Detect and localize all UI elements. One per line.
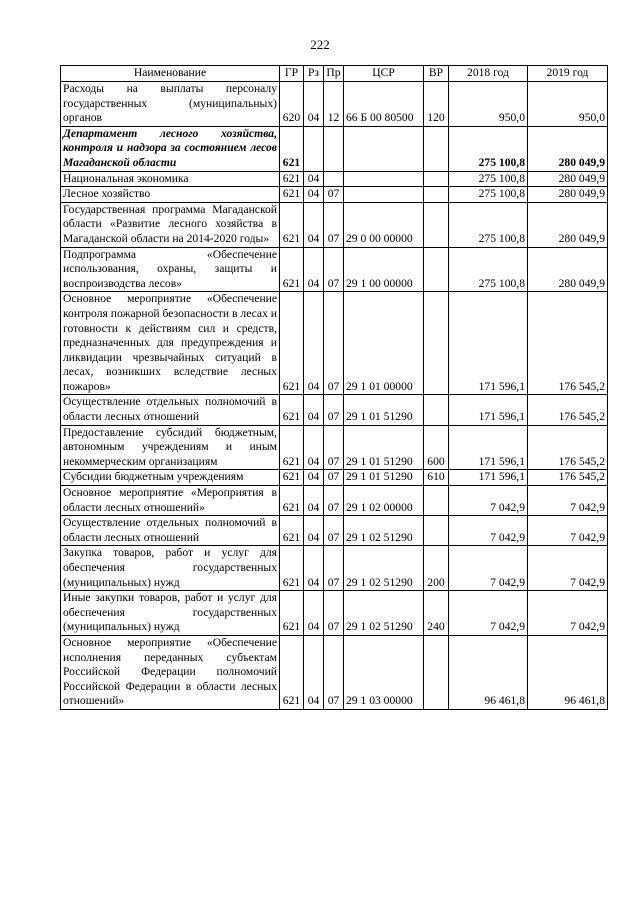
row-rz-cell: [304, 126, 324, 171]
row-vr-cell: 200: [424, 546, 449, 591]
row-rz-cell: 04: [304, 591, 324, 636]
row-rz-cell: 04: [304, 470, 324, 486]
table-row: [61, 425, 608, 470]
row-2019-cell: 96 461,8: [528, 635, 608, 709]
row-2019-cell: 280 049,9: [528, 171, 608, 187]
table-row: [61, 171, 608, 187]
row-2018-cell: 275 100,8: [449, 171, 528, 187]
row-2018-cell: 7 042,9: [449, 546, 528, 591]
row-vr-cell: 610: [424, 470, 449, 486]
header-rz: Рз: [304, 66, 324, 82]
row-vr-cell: [424, 292, 449, 395]
row-csr-cell: [344, 171, 424, 187]
row-rz-cell: 04: [304, 292, 324, 395]
row-pr-cell: 07: [324, 470, 344, 486]
row-gr-cell: 621: [280, 591, 304, 636]
row-csr-cell: 29 0 00 00000: [344, 202, 424, 247]
row-pr-cell: 07: [324, 247, 344, 292]
row-vr-cell: [424, 126, 449, 171]
row-2019-cell: 950,0: [528, 82, 608, 127]
row-name-cell: Основное мероприятие «Обеспечение контроля пожарной безопасности в лесах и готовности к действиям сил и средств, предназначенных для предупреждения и ликвидации чрезвычайных ситуаций в лесах, возникших вследствие лесных пожаров»: [61, 292, 280, 395]
table-row: [61, 591, 608, 636]
row-vr-cell: [424, 171, 449, 187]
row-name-cell: Осуществление отдельных полномочий в области лесных отношений: [61, 516, 280, 546]
row-pr-cell: [324, 171, 344, 187]
row-2018-cell: 7 042,9: [449, 516, 528, 546]
row-2019-cell: 280 049,9: [528, 202, 608, 247]
row-vr-cell: 600: [424, 425, 449, 470]
row-2018-cell: 171 596,1: [449, 292, 528, 395]
row-2019-cell: 176 545,2: [528, 395, 608, 425]
row-vr-cell: 240: [424, 591, 449, 636]
table-row: [61, 486, 608, 516]
row-2018-cell: 275 100,8: [449, 247, 528, 292]
row-gr-cell: 621: [280, 187, 304, 203]
row-name-cell: Расходы на выплаты персоналу государственных (муниципальных) органов: [61, 82, 280, 127]
row-2018-cell: 7 042,9: [449, 591, 528, 636]
row-csr-cell: 29 1 02 51290: [344, 546, 424, 591]
row-2018-cell: 7 042,9: [449, 486, 528, 516]
row-rz-cell: 04: [304, 546, 324, 591]
row-csr-cell: 29 1 02 51290: [344, 591, 424, 636]
row-gr-cell: 621: [280, 247, 304, 292]
row-name-cell: Иные закупки товаров, работ и услуг для обеспечения государственных (муниципальных) нужд: [61, 591, 280, 636]
row-csr-cell: 29 1 02 51290: [344, 516, 424, 546]
row-gr-cell: 621: [280, 171, 304, 187]
row-rz-cell: 04: [304, 395, 324, 425]
row-2019-cell: 7 042,9: [528, 546, 608, 591]
row-vr-cell: [424, 395, 449, 425]
table-body: [61, 82, 608, 710]
row-2018-cell: 275 100,8: [449, 202, 528, 247]
row-name-cell: Лесное хозяйство: [61, 187, 280, 203]
row-name-cell: Осуществление отдельных полномочий в области лесных отношений: [61, 395, 280, 425]
header-csr: ЦСР: [344, 66, 424, 82]
row-csr-cell: 29 1 03 00000: [344, 635, 424, 709]
row-name-cell: Департамент лесного хозяйства, контроля и надзора за состоянием лесов Магаданской области: [61, 126, 280, 171]
row-vr-cell: [424, 187, 449, 203]
row-rz-cell: 04: [304, 425, 324, 470]
row-2018-cell: 171 596,1: [449, 395, 528, 425]
row-pr-cell: 07: [324, 516, 344, 546]
row-rz-cell: 04: [304, 171, 324, 187]
row-2019-cell: 176 545,2: [528, 292, 608, 395]
row-2019-cell: 280 049,9: [528, 126, 608, 171]
row-gr-cell: 621: [280, 425, 304, 470]
budget-table: [60, 65, 608, 710]
row-gr-cell: 621: [280, 486, 304, 516]
row-rz-cell: 04: [304, 187, 324, 203]
row-csr-cell: [344, 126, 424, 171]
table-row: [61, 546, 608, 591]
row-csr-cell: 29 1 01 51290: [344, 470, 424, 486]
row-vr-cell: 120: [424, 82, 449, 127]
row-pr-cell: 07: [324, 292, 344, 395]
header-2018: 2018 год: [449, 66, 528, 82]
row-vr-cell: [424, 516, 449, 546]
row-csr-cell: 29 1 01 51290: [344, 395, 424, 425]
table-row: [61, 126, 608, 171]
row-rz-cell: 04: [304, 486, 324, 516]
row-name-cell: Основное мероприятие «Обеспечение исполнения переданных субъектам Российской Федерации полномочий Российской Федерации в области лесных отношений»: [61, 635, 280, 709]
row-csr-cell: 29 1 02 00000: [344, 486, 424, 516]
row-gr-cell: 621: [280, 395, 304, 425]
row-gr-cell: 621: [280, 516, 304, 546]
row-vr-cell: [424, 635, 449, 709]
page-number: 222: [310, 37, 330, 52]
row-pr-cell: 07: [324, 187, 344, 203]
row-csr-cell: 29 1 01 00000: [344, 292, 424, 395]
row-csr-cell: 66 Б 00 80500: [344, 82, 424, 127]
header-pr: Пр: [324, 66, 344, 82]
row-pr-cell: 07: [324, 202, 344, 247]
row-rz-cell: 04: [304, 202, 324, 247]
row-gr-cell: 621: [280, 126, 304, 171]
row-2018-cell: 171 596,1: [449, 470, 528, 486]
row-pr-cell: 07: [324, 425, 344, 470]
row-pr-cell: 07: [324, 546, 344, 591]
row-2018-cell: 275 100,8: [449, 187, 528, 203]
row-gr-cell: 621: [280, 292, 304, 395]
header-name: Наименование: [61, 66, 280, 82]
row-pr-cell: 07: [324, 486, 344, 516]
row-2019-cell: 7 042,9: [528, 486, 608, 516]
table-row: [61, 395, 608, 425]
row-name-cell: Предоставление субсидий бюджетным, автономным учреждениям и иным некоммерческим организациям: [61, 425, 280, 470]
row-2019-cell: 176 545,2: [528, 470, 608, 486]
row-2018-cell: 96 461,8: [449, 635, 528, 709]
row-gr-cell: 621: [280, 470, 304, 486]
row-rz-cell: 04: [304, 635, 324, 709]
row-pr-cell: [324, 126, 344, 171]
row-csr-cell: [344, 187, 424, 203]
row-pr-cell: 07: [324, 591, 344, 636]
row-rz-cell: 04: [304, 247, 324, 292]
row-csr-cell: 29 1 00 00000: [344, 247, 424, 292]
row-vr-cell: [424, 247, 449, 292]
row-name-cell: Субсидии бюджетным учреждениям: [61, 470, 280, 486]
header-gr: ГР: [280, 66, 304, 82]
row-2018-cell: 275 100,8: [449, 126, 528, 171]
row-gr-cell: 620: [280, 82, 304, 127]
table-row: [61, 82, 608, 127]
row-vr-cell: [424, 486, 449, 516]
row-2019-cell: 280 049,9: [528, 247, 608, 292]
table-row: [61, 202, 608, 247]
table-header-row: [61, 66, 608, 82]
header-vr: ВР: [424, 66, 449, 82]
row-2019-cell: 280 049,9: [528, 187, 608, 203]
row-pr-cell: 07: [324, 635, 344, 709]
row-2018-cell: 950,0: [449, 82, 528, 127]
row-name-cell: Подпрограмма «Обеспечение использования, охраны, защиты и воспроизводства лесов»: [61, 247, 280, 292]
row-vr-cell: [424, 202, 449, 247]
row-name-cell: Закупка товаров, работ и услуг для обеспечения государственных (муниципальных) нужд: [61, 546, 280, 591]
row-2019-cell: 7 042,9: [528, 591, 608, 636]
row-name-cell: Государственная программа Магаданской области «Развитие лесного хозяйства в Магаданской области на 2014-2020 годы»: [61, 202, 280, 247]
row-2018-cell: 171 596,1: [449, 425, 528, 470]
row-gr-cell: 621: [280, 546, 304, 591]
row-rz-cell: 04: [304, 516, 324, 546]
table-row: [61, 247, 608, 292]
header-2019: 2019 год: [528, 66, 608, 82]
row-2019-cell: 7 042,9: [528, 516, 608, 546]
table-row: [61, 516, 608, 546]
row-name-cell: Национальная экономика: [61, 171, 280, 187]
table-row: [61, 187, 608, 203]
row-pr-cell: 12: [324, 82, 344, 127]
row-pr-cell: 07: [324, 395, 344, 425]
table-row: [61, 635, 608, 709]
row-gr-cell: 621: [280, 202, 304, 247]
row-rz-cell: 04: [304, 82, 324, 127]
table-row: [61, 470, 608, 486]
row-name-cell: Основное мероприятие «Мероприятия в области лесных отношений»: [61, 486, 280, 516]
table-row: [61, 292, 608, 395]
row-2019-cell: 176 545,2: [528, 425, 608, 470]
row-gr-cell: 621: [280, 635, 304, 709]
row-csr-cell: 29 1 01 51290: [344, 425, 424, 470]
